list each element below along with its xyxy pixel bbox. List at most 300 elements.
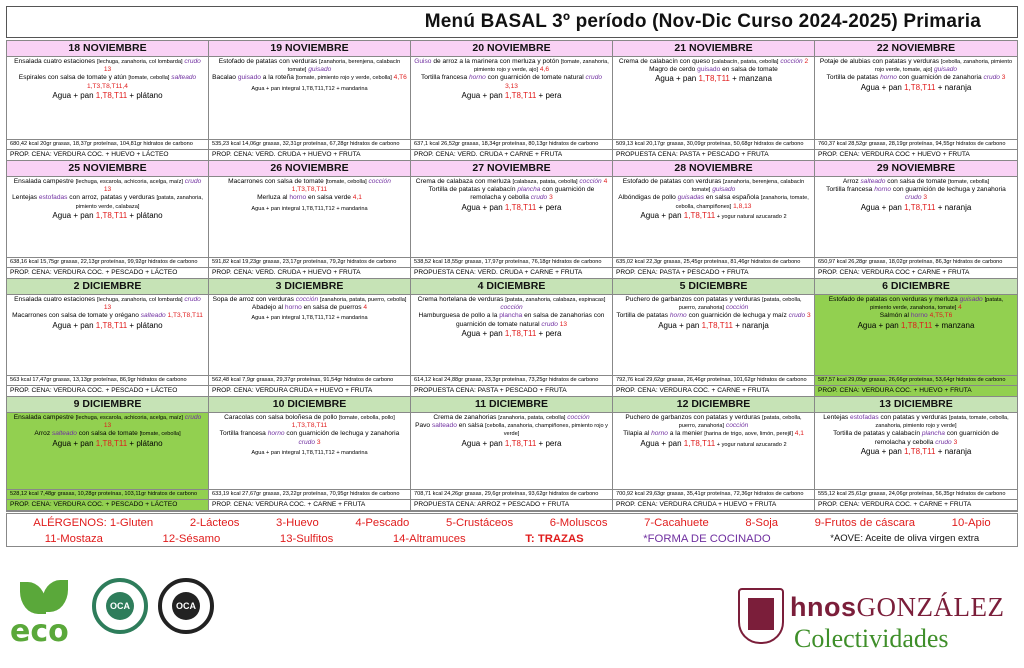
logo-footer xyxy=(0,570,1024,668)
dinner-proposal: PROP. CENA: VERDURA COC. + HUEVO + LÁCTEO xyxy=(7,149,208,160)
menu-text: 1,T3,T8,T11,4 xyxy=(87,82,128,90)
menu-text: Tortilla de patatas y calabacín xyxy=(428,186,518,194)
menu-text: + pera xyxy=(536,90,562,100)
day-cell xyxy=(209,161,411,279)
menu-text: crudo xyxy=(935,438,952,446)
day-menu xyxy=(209,413,410,458)
nutrition-info: 637,1 kcal 26,52gr grasas, 18,34gr proteínas, 80,13gr hidratos de carbono xyxy=(411,139,612,149)
menu-text: Crema de calabacín con queso xyxy=(618,58,712,65)
drink-bread-dessert xyxy=(616,74,811,83)
menu-text: crudo xyxy=(182,178,202,185)
menu-text: con salsa de tomate xyxy=(76,430,140,438)
drink-bread-dessert xyxy=(818,203,1014,212)
menu-text: crudo xyxy=(182,414,202,421)
day-cell xyxy=(613,279,815,397)
day-cell xyxy=(815,41,1017,161)
menu-text: Crema de calabaza con merluza xyxy=(415,178,513,185)
menu-text: de arroz a la marinera con merluza y potón xyxy=(431,58,561,65)
day-cell xyxy=(815,397,1017,511)
menu-text: Arroz xyxy=(842,178,861,185)
day-cell xyxy=(815,279,1017,397)
aove-note: *AOVE: Aceite de oliva virgen extra xyxy=(830,533,980,544)
menu-text: horno xyxy=(289,194,307,202)
menu-text: Agua + pan xyxy=(860,202,905,212)
menu-text: 3,13 xyxy=(505,82,518,90)
menu-text: Guiso xyxy=(414,58,432,65)
menu-text: Estofado de patatas con verduras xyxy=(218,58,320,65)
dinner-proposal: PROP. CENA: VERDURA CRUDA + HUEVO + FRUTA xyxy=(613,499,814,510)
first-course xyxy=(212,414,407,430)
day-menu xyxy=(411,413,612,448)
day-cell xyxy=(209,397,411,511)
first-course xyxy=(10,58,205,74)
day-date: 28 NOVIEMBRE xyxy=(613,161,814,177)
menu-title-bar xyxy=(6,6,1018,38)
menu-text: con patatas y verduras xyxy=(878,414,949,421)
menu-text: [tomate, cebolla] xyxy=(948,179,990,185)
menu-text: [lechuga, escarola, achicoria, acelga, maíz] xyxy=(75,179,183,185)
menu-text: [patata, cebolla, puerro, zanahoria] xyxy=(678,297,802,312)
day-menu xyxy=(411,295,612,338)
day-date: 19 NOVIEMBRE xyxy=(209,41,410,57)
menu-text: 13 xyxy=(103,304,112,312)
day-menu xyxy=(815,177,1017,212)
allergen-item: 10-Apio xyxy=(951,517,991,529)
menu-text: + plátano xyxy=(127,438,163,448)
allergen-item: ALÉRGENOS: 1-Gluten xyxy=(33,517,154,529)
menu-text: cocción xyxy=(500,304,523,312)
allergen-item: 3-Huevo xyxy=(276,517,319,529)
menu-text: 13 xyxy=(103,186,112,194)
day-date: 13 DICIEMBRE xyxy=(815,397,1017,413)
nutrition-info: 528,12 kcal 7,48gr grasas, 10,28gr proteínas, 103,11gr hidratos de carbono xyxy=(7,489,208,499)
day-date: 2 DICIEMBRE xyxy=(7,279,208,295)
drink-bread-dessert xyxy=(10,91,205,100)
allergen-item: 5-Crustáceos xyxy=(445,517,514,529)
day-menu xyxy=(411,177,612,212)
menu-text: a la roteña xyxy=(260,74,296,82)
first-course xyxy=(414,178,609,186)
dinner-proposal: PROPUESTA CENA: PASTA + PESCADO + FRUTA xyxy=(411,385,612,396)
drink-bread-dessert xyxy=(818,83,1014,92)
first-course xyxy=(818,58,1014,74)
menu-text: 13 xyxy=(103,66,112,74)
day-cell xyxy=(411,161,613,279)
day-cell xyxy=(7,161,209,279)
menu-text: Albóndigas de pollo xyxy=(618,194,678,202)
menu-text: Puchero de garbanzos con patatas y verduras xyxy=(625,296,763,303)
menu-text: [tomate, cebolla] xyxy=(325,179,367,185)
menu-text: 3 xyxy=(547,194,553,202)
dinner-proposal: PROP. CENA: VERDURA COC + HUEVO + FRUTA xyxy=(815,149,1017,160)
nutrition-info: 538,52 kcal 18,55gr grasas, 17,97gr proteínas, 76,18gr hidratos de carbono xyxy=(411,257,612,267)
menu-text: crudo xyxy=(182,58,201,65)
menu-text: [zanahoria, tomate, cebolla, champiñones] xyxy=(675,195,809,210)
day-date: 12 DICIEMBRE xyxy=(613,397,814,413)
day-menu xyxy=(815,295,1017,330)
cooking-method-note: *FORMA DE COCINADO xyxy=(643,533,771,545)
allergen-legend xyxy=(6,513,1018,547)
menu-text: [tomate, zanahoria, pimiento rojo y verde, ajo] xyxy=(473,59,609,74)
day-cell xyxy=(209,41,411,161)
menu-text: 1,T8,T11 xyxy=(683,438,716,448)
first-course xyxy=(818,178,1014,186)
allergen-item: 8-Soja xyxy=(745,517,779,529)
first-course xyxy=(414,414,609,422)
menu-text: + pera xyxy=(536,438,562,448)
first-course xyxy=(818,296,1014,312)
menu-text: 1,T8,T11 xyxy=(904,446,936,456)
menu-text: Agua + pan xyxy=(857,320,901,330)
dinner-proposal: PROP. CENA: VERD. CRUDA + CARNE + FRUTA xyxy=(411,149,612,160)
menu-text: cocción xyxy=(577,178,602,185)
menu-text: 4 xyxy=(601,178,608,185)
day-menu xyxy=(411,57,612,100)
menu-text: 1,T8,T11 xyxy=(900,320,933,330)
drink-bread-dessert xyxy=(10,211,205,220)
drink-bread-dessert xyxy=(212,312,407,323)
second-course xyxy=(10,430,205,438)
menu-text: Agua + pan integral 1,T8,T11,T12 + mandarina xyxy=(251,85,368,92)
menu-text: Agua + pan xyxy=(461,90,505,100)
day-menu xyxy=(7,57,208,100)
second-course xyxy=(616,312,811,320)
drink-bread-dessert xyxy=(414,203,609,212)
menu-text: Bacalao xyxy=(212,74,238,82)
menu-text: [harina de trigo, aove, limón, perejil] xyxy=(704,431,793,438)
drink-bread-dessert xyxy=(212,447,407,458)
menu-text: + naranja xyxy=(935,202,972,212)
menu-text: Tilapia al xyxy=(623,430,652,438)
menu-text: [lechuga, escarola, achicoria, acelga, maíz] xyxy=(75,415,183,421)
brand-name-bold: hnos xyxy=(790,592,857,622)
menu-text: guisadas xyxy=(677,194,705,202)
second-course xyxy=(212,74,407,82)
menu-text: [tomate, cebolla] xyxy=(128,75,170,82)
second-course xyxy=(10,312,205,320)
second-course xyxy=(414,74,609,90)
second-course xyxy=(414,312,609,328)
menu-text: [patata, tomate, cebolla, zanahoria, pimiento rojo y verde] xyxy=(875,415,1009,430)
nutrition-info: 792,76 kcal 29,62gr grasas, 26,46gr proteínas, 101,62gr hidratos de carbono xyxy=(613,375,814,385)
menu-text: con salsa de tomate xyxy=(885,178,949,185)
day-date: 25 NOVIEMBRE xyxy=(7,161,208,177)
drink-bread-dessert xyxy=(212,83,407,94)
menu-text: [lechuga, zanahoria, col lombarda] xyxy=(97,59,183,65)
menu-text: + naranja xyxy=(935,82,972,92)
menu-text: salteado xyxy=(860,178,886,185)
second-course xyxy=(616,430,811,438)
eco-logo xyxy=(10,580,80,649)
day-cell xyxy=(613,397,815,511)
allergen-item: 2-Lácteos xyxy=(189,517,240,529)
menu-text: Potaje de alubias con patatas y verduras xyxy=(819,58,941,65)
menu-text: 4,1 xyxy=(792,430,804,438)
day-date: 6 DICIEMBRE xyxy=(815,279,1017,295)
menu-text: Agua + pan xyxy=(461,202,505,212)
menu-title: Menú BASAL 3º período (Nov-Dic Curso 2024-2025) Primaria xyxy=(424,11,981,32)
nutrition-info: 562,48 kcal 7,9gr grasas, 29,37gr proteínas, 91,54gr hidratos de carbono xyxy=(209,375,410,385)
day-date: 3 DICIEMBRE xyxy=(209,279,410,295)
menu-text: Agua + pan xyxy=(52,210,96,220)
menu-text: 4,6 xyxy=(538,66,550,74)
menu-text: en salsa verde xyxy=(306,194,353,202)
menu-text: + yogur natural azucarado 2 xyxy=(715,441,787,448)
week-row xyxy=(7,397,1017,511)
menu-text: en salsa xyxy=(456,422,486,430)
menu-text: cocción xyxy=(366,178,391,185)
menu-text: Agua + pan xyxy=(461,438,505,448)
menu-text: Agua + pan xyxy=(658,320,702,330)
day-menu xyxy=(613,413,814,450)
menu-text: 1,T8,T11 xyxy=(904,202,936,212)
menu-text: Magro de cerdo xyxy=(649,66,698,74)
nutrition-info: 555,12 kcal 25,61gr grasas, 24,06gr proteínas, 56,35gr hidratos de carbono xyxy=(815,489,1017,499)
day-menu xyxy=(209,295,410,324)
first-course xyxy=(212,178,407,194)
menu-text: plancha xyxy=(921,430,945,438)
menu-text: cocción xyxy=(724,304,749,312)
oca-seal-text: OCA xyxy=(172,592,200,620)
first-course xyxy=(616,58,811,66)
drink-bread-dessert xyxy=(616,439,811,450)
menu-text: con guarnición de lechuga y zanahoria xyxy=(284,430,400,438)
menu-text: 1,T3,T8,T11 xyxy=(291,422,328,430)
menu-text: guisado xyxy=(697,66,721,74)
menu-text: 3 xyxy=(951,438,958,446)
menu-text: 1,T3,T8,T11 xyxy=(165,312,203,320)
menu-text: 1,T8,T11 xyxy=(95,90,128,100)
dinner-proposal: PROP. CENA: VERDURA COC. + CARNE + FRUTA xyxy=(815,499,1017,510)
allergen-item: 4-Pescado xyxy=(355,517,410,529)
menu-text: [tomate, pimiento rojo y verde, cebolla] xyxy=(295,75,392,82)
menu-text: crudo xyxy=(788,312,806,320)
menu-text: Ensalada campestre xyxy=(13,178,76,185)
first-course xyxy=(10,178,205,194)
day-cell xyxy=(613,161,815,279)
dinner-proposal: PROP. CENA: VERDURA COC. + HUEVO + FRUTA xyxy=(815,385,1017,396)
menu-text: salteado xyxy=(51,430,77,438)
dinner-proposal: PROPUESTA CENA: VERD. CRUDA + CARNE + FRUTA xyxy=(411,267,612,278)
menu-text: con guarnición de tomate natural xyxy=(485,74,586,82)
menu-text: 4,T6 xyxy=(391,74,407,82)
menu-text: en salsa de zanahorias con guarnición de tomate natural xyxy=(455,312,605,328)
menu-text: plancha xyxy=(517,186,541,194)
menu-text: Arroz xyxy=(34,430,52,438)
menu-text: Ensalada campestre xyxy=(13,414,76,421)
menu-text: con arroz, patatas y verduras xyxy=(67,194,157,202)
day-menu xyxy=(613,295,814,330)
second-course xyxy=(10,74,205,90)
first-course xyxy=(212,296,407,304)
menu-text: Ensalada cuatro estaciones xyxy=(14,296,97,303)
second-course xyxy=(212,304,407,312)
day-cell xyxy=(7,41,209,161)
leaf-icon xyxy=(42,580,68,612)
nutrition-info: 635,02 kcal 22,3gr grasas, 25,45gr proteínas, 81,46gr hidratos de carbono xyxy=(613,257,814,267)
menu-text: Tortilla de patatas xyxy=(616,312,670,320)
menu-text: Tortilla francesa xyxy=(219,430,268,438)
nutrition-info: 650,97 kcal 26,28gr grasas, 18,02gr proteínas, 86,3gr hidratos de carbono xyxy=(815,257,1017,267)
menu-text: estofadas xyxy=(850,414,879,421)
menu-text: Agua + pan xyxy=(640,438,684,448)
trazas-note: T: TRAZAS xyxy=(525,533,584,545)
dinner-proposal: PROP. CENA: VERD. CRUDA + HUEVO + FRUTA xyxy=(209,267,410,278)
brand-subtitle: Colectividades xyxy=(794,624,949,653)
drink-bread-dessert xyxy=(616,211,811,222)
first-course xyxy=(212,58,407,74)
allergen-item: 11-Mostaza xyxy=(44,533,103,545)
first-course xyxy=(616,414,811,430)
week-row xyxy=(7,161,1017,279)
menu-text: + yogur natural azucarado 2 xyxy=(715,213,787,220)
day-date: 10 DICIEMBRE xyxy=(209,397,410,413)
menu-text: en salsa de tomate xyxy=(720,66,778,74)
menu-text: crudo xyxy=(983,74,1000,82)
day-date: 18 NOVIEMBRE xyxy=(7,41,208,57)
menu-text: [calabacín, patata, cebolla] xyxy=(711,59,779,65)
first-course xyxy=(616,178,811,194)
shield-icon xyxy=(738,588,784,644)
menu-text: 1,T8,T11 xyxy=(504,202,537,212)
menu-text: cocción xyxy=(295,296,319,303)
dinner-proposal: PROP. CENA: VERDURA COC. + CARNE + FRUTA xyxy=(613,385,814,396)
menu-text: Sopa de arroz con verduras xyxy=(212,296,296,303)
oca-seal-logo xyxy=(92,578,148,634)
menu-text: estofadas xyxy=(38,194,68,202)
menu-text: [cebolla, zanahoria, pimiento rojo verde, tomate, ajo] xyxy=(874,59,1013,74)
eco-wordmark: eco xyxy=(10,614,69,649)
menu-text: guisado xyxy=(306,66,332,74)
menu-text: crudo xyxy=(905,194,922,202)
menu-text: Macarrones con salsa de tomate xyxy=(228,178,326,185)
menu-text: 1,T8,T11 xyxy=(95,320,128,330)
drink-bread-dessert xyxy=(10,439,205,448)
week-row xyxy=(7,279,1017,397)
menu-text: en salsa española xyxy=(704,194,761,202)
menu-text: Tortilla francesa xyxy=(826,186,875,194)
menu-text: cocción xyxy=(778,58,803,65)
second-course xyxy=(616,194,811,210)
dinner-proposal: PROPUESTA CENA: PASTA + PESCADO + FRUTA xyxy=(613,149,814,160)
menu-text: Agua + pan xyxy=(52,438,96,448)
dinner-proposal: PROP. CENA: PASTA + PESCADO + FRUTA xyxy=(613,267,814,278)
menu-text: con guarnición de zanahoria xyxy=(896,74,984,82)
brand-name xyxy=(790,592,1004,623)
menu-text: con guarnición de lechuga y maíz xyxy=(686,312,789,320)
menu-text: guisado xyxy=(932,66,958,74)
oca-seal-text: OCA xyxy=(106,592,134,620)
dinner-proposal: PROP. CENA: VERDURA CRUDA + HUEVO + FRUTA xyxy=(209,385,410,396)
drink-bread-dessert xyxy=(414,329,609,338)
day-date: 4 DICIEMBRE xyxy=(411,279,612,295)
menu-text: [cebolla, zanahoria, champiñones, pimiento rojo y verde] xyxy=(485,423,608,438)
menu-text: Ensalada cuatro estaciones xyxy=(14,58,97,65)
menu-text: Macarrones con salsa de tomate y orégano xyxy=(12,312,141,320)
menu-text: cocción xyxy=(565,414,590,421)
day-menu xyxy=(209,57,410,94)
menu-text: [calabaza, patata, cebolla] xyxy=(512,179,578,185)
menu-text: horno xyxy=(468,74,486,82)
menu-text: Tortilla de patatas y calabacín xyxy=(833,430,922,438)
menu-grid xyxy=(6,40,1018,512)
day-menu xyxy=(815,413,1017,456)
day-menu xyxy=(613,57,814,84)
menu-text: Lentejas xyxy=(823,414,851,421)
menu-text: 3 xyxy=(999,74,1006,82)
day-cell xyxy=(411,397,613,511)
day-menu xyxy=(815,57,1017,92)
menu-text: Hamburguesa de pollo a la xyxy=(418,312,500,320)
menu-text: horno xyxy=(880,74,897,82)
drink-bread-dessert xyxy=(616,321,811,330)
menu-text: [patata, pimiento verde, zanahoria, tomate] xyxy=(870,297,1004,312)
allergen-item: 12-Sésamo xyxy=(162,533,221,545)
menu-text: a la menier xyxy=(667,430,705,438)
menu-text: 13 xyxy=(557,320,568,328)
allergen-item: 9-Frutos de cáscara xyxy=(814,517,916,529)
dinner-proposal: PROP. CENA: VERD. CRUDA + HUEVO + FRUTA xyxy=(209,149,410,160)
drink-bread-dessert xyxy=(212,203,407,214)
menu-text: Agua + pan integral 1,T8,T11,T12 + mandarina xyxy=(251,449,368,456)
allergen-item: 13-Sulfitos xyxy=(279,533,334,545)
nutrition-info: 700,92 kcal 29,63gr grasas, 35,41gr proteínas, 72,36gr hidratos de carbono xyxy=(613,489,814,499)
drink-bread-dessert xyxy=(414,91,609,100)
second-course xyxy=(818,186,1014,202)
menu-text: [lechuga, zanahoria, col lombarda] xyxy=(97,297,183,303)
nutrition-info: 587,57 kcal 29,09gr grasas, 26,66gr proteínas, 53,64gr hidratos de carbono xyxy=(815,375,1017,385)
menu-text: + manzana xyxy=(729,74,772,84)
menu-text: Agua + pan xyxy=(655,74,699,84)
menu-text: 2 xyxy=(802,58,809,65)
menu-text: Agua + pan xyxy=(52,90,96,100)
dinner-proposal: PROPUESTA CENA: ARROZ + PESCADO + FRUTA xyxy=(411,499,612,510)
drink-bread-dessert xyxy=(818,321,1014,330)
menu-text: 1,T8,T11 xyxy=(504,438,537,448)
menu-text: Agua + pan xyxy=(640,210,684,220)
menu-text: salteado xyxy=(140,312,166,320)
menu-text: 1,T8,T11 xyxy=(95,438,128,448)
day-cell xyxy=(209,279,411,397)
menu-text: + naranja xyxy=(935,446,972,456)
menu-text: 1,T8,T11 xyxy=(904,82,936,92)
nutrition-info: 633,19 kcal 27,67gr grasas, 23,22gr proteínas, 70,95gr hidratos de carbono xyxy=(209,489,410,499)
menu-text: Tortilla francesa xyxy=(420,74,469,82)
day-cell xyxy=(7,279,209,397)
menu-text: Lentejas xyxy=(12,194,39,202)
menu-text: Abadejo al xyxy=(251,304,285,312)
allergen-item: 14-Altramuces xyxy=(392,533,466,545)
menu-text: salteado xyxy=(431,422,457,430)
menu-text: en salsa de puerros xyxy=(301,304,364,312)
day-date: 27 NOVIEMBRE xyxy=(411,161,612,177)
menu-text: horno xyxy=(910,312,928,320)
menu-text: [zanahoria, patata, cebolla] xyxy=(498,415,566,421)
menu-text: Agua + pan integral 1,T8,T11,T12 + mandarina xyxy=(251,205,368,212)
day-menu xyxy=(209,177,410,214)
menu-text: con guarnición de remolacha y cebolla xyxy=(874,430,999,446)
brand-name-rest: GONZÁLEZ xyxy=(856,592,1005,622)
menu-text: 4 xyxy=(956,304,962,312)
day-date: 11 DICIEMBRE xyxy=(411,397,612,413)
menu-text: crudo xyxy=(182,296,201,303)
menu-text: guisado xyxy=(710,186,736,194)
second-course xyxy=(818,312,1014,320)
day-date: 20 NOVIEMBRE xyxy=(411,41,612,57)
nutrition-info: 591,82 kcal 19,23gr grasas, 23,17gr proteínas, 79,2gr hidratos de carbono xyxy=(209,257,410,267)
drink-bread-dessert xyxy=(414,439,609,448)
nutrition-info: 535,23 kcal 14,06gr grasas, 32,31gr proteínas, 67,28gr hidratos de carbono xyxy=(209,139,410,149)
